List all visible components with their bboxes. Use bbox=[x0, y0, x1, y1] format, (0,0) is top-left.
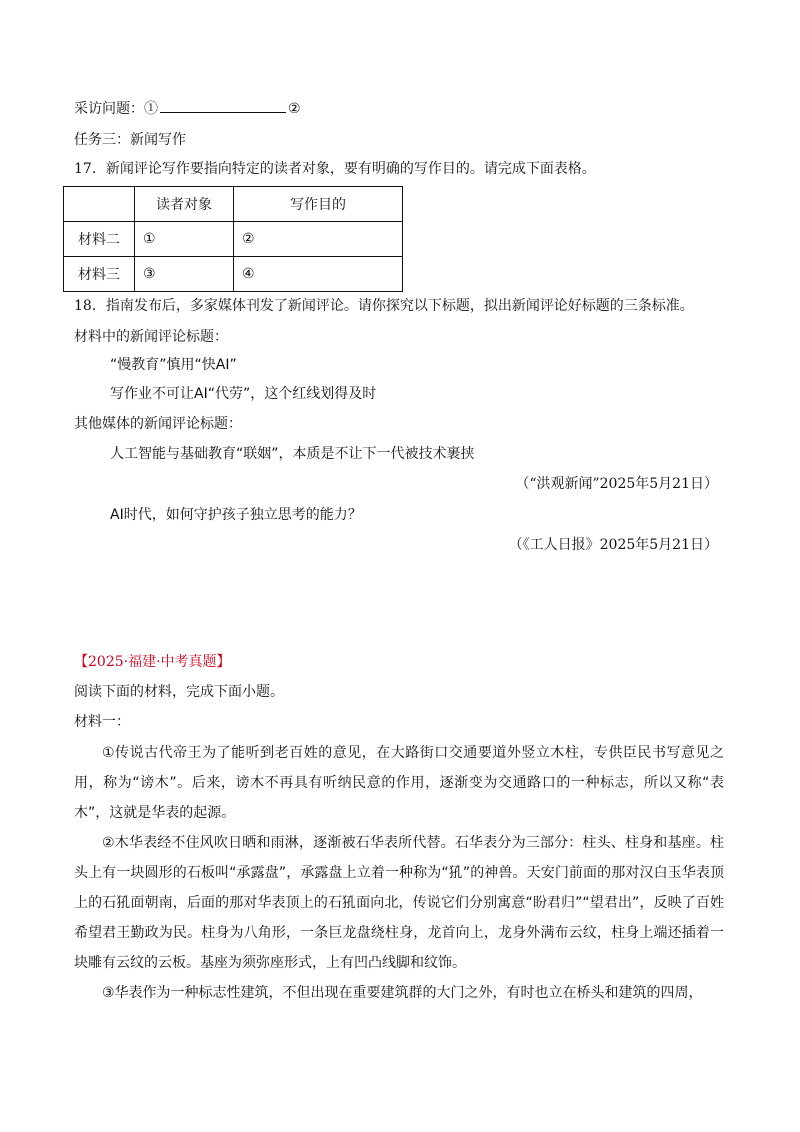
answer-blank[interactable] bbox=[160, 98, 286, 113]
reader-purpose-table bbox=[63, 186, 403, 292]
table-header-row bbox=[64, 187, 403, 222]
reading-instruction: 阅读下面的材料，完成下面小题。 bbox=[74, 684, 284, 700]
table-row bbox=[64, 257, 403, 292]
interview-label: 采访问题：① bbox=[74, 101, 158, 117]
material-titles-label: 材料中的新闻评论标题： bbox=[74, 329, 228, 345]
paragraph-1: ①传说古代帝王为了能听到老百姓的意见，在大路街口交通要道外竖立木柱，专供臣民书写意见之用，称为“谤木”。后来，谤木不再具有听纳民意的作用，逐渐变为交通路口的一种标志，所以又称“表木”，这就是华表的起源。 bbox=[74, 745, 724, 821]
section-tag: 【2025·福建·中考真题】 bbox=[74, 654, 231, 670]
table-cell[interactable]: ① bbox=[135, 222, 234, 257]
material-one-label: 材料一： bbox=[74, 714, 130, 730]
table-row bbox=[64, 222, 403, 257]
question-18: 18．指南发布后，多家媒体刊发了新闻评论。请你探究以下标题，拟出新闻评论好标题的三条标准。 bbox=[74, 298, 694, 314]
question-17: 17．新闻评论写作要指向特定的读者对象，要有明确的写作目的。请完成下面表格。 bbox=[74, 161, 596, 177]
other-source-2: （《工人日报》2025年5月21日） bbox=[508, 537, 718, 553]
table-header-corner bbox=[64, 187, 135, 222]
table-cell: 材料二 bbox=[64, 222, 135, 257]
interview-circle-2: ② bbox=[288, 101, 301, 117]
table-cell[interactable]: ② bbox=[234, 222, 403, 257]
other-title-2: AI时代，如何守护孩子独立思考的能力？ bbox=[110, 507, 362, 523]
table-cell[interactable]: ④ bbox=[234, 257, 403, 292]
material-title-1: “慢教育”慎用“快AI” bbox=[110, 357, 237, 373]
material-one-body bbox=[74, 738, 724, 1008]
interview-question-line bbox=[74, 98, 301, 119]
table-header-reader: 读者对象 bbox=[135, 187, 234, 222]
paragraph-3: ③华表作为一种标志性建筑，不但出现在重要建筑群的大门之外，有时也立在桥头和建筑的四周， bbox=[102, 985, 703, 1001]
table-cell[interactable]: ③ bbox=[135, 257, 234, 292]
table-header-purpose: 写作目的 bbox=[234, 187, 403, 222]
task-three-heading: 任务三：新闻写作 bbox=[74, 132, 186, 148]
paragraph-2: ②木华表经不住风吹日晒和雨淋，逐渐被石华表所代替。石华表分为三部分：柱头、柱身和基座。柱头上有一块圆形的石板叫“承露盘”，承露盘上立着一种称为“犼”的神兽。天安门前面的那对汉白玉华表顶上的石犼面朝南，后面的那对华表顶上的石犼面向北，传说它们分别寓意“盼君归”“望君出”，反映了百姓希望君王勤政为民。柱身为八角形，一条巨龙盘绕柱身，龙首向上，龙身外满布云纹，柱身上端还插着一块雕有云纹的云板。基座为须弥座形式，上有凹凸线脚和纹饰。 bbox=[74, 835, 724, 971]
other-titles-label: 其他媒体的新闻评论标题： bbox=[74, 416, 242, 432]
table-cell: 材料三 bbox=[64, 257, 135, 292]
other-source-1: （“洪观新闻”2025年5月21日） bbox=[515, 476, 718, 492]
material-title-2: 写作业不可让AI“代劳”，这个红线划得及时 bbox=[110, 386, 377, 402]
other-title-1: 人工智能与基础教育“联姻”，本质是不让下一代被技术裹挟 bbox=[110, 446, 475, 462]
